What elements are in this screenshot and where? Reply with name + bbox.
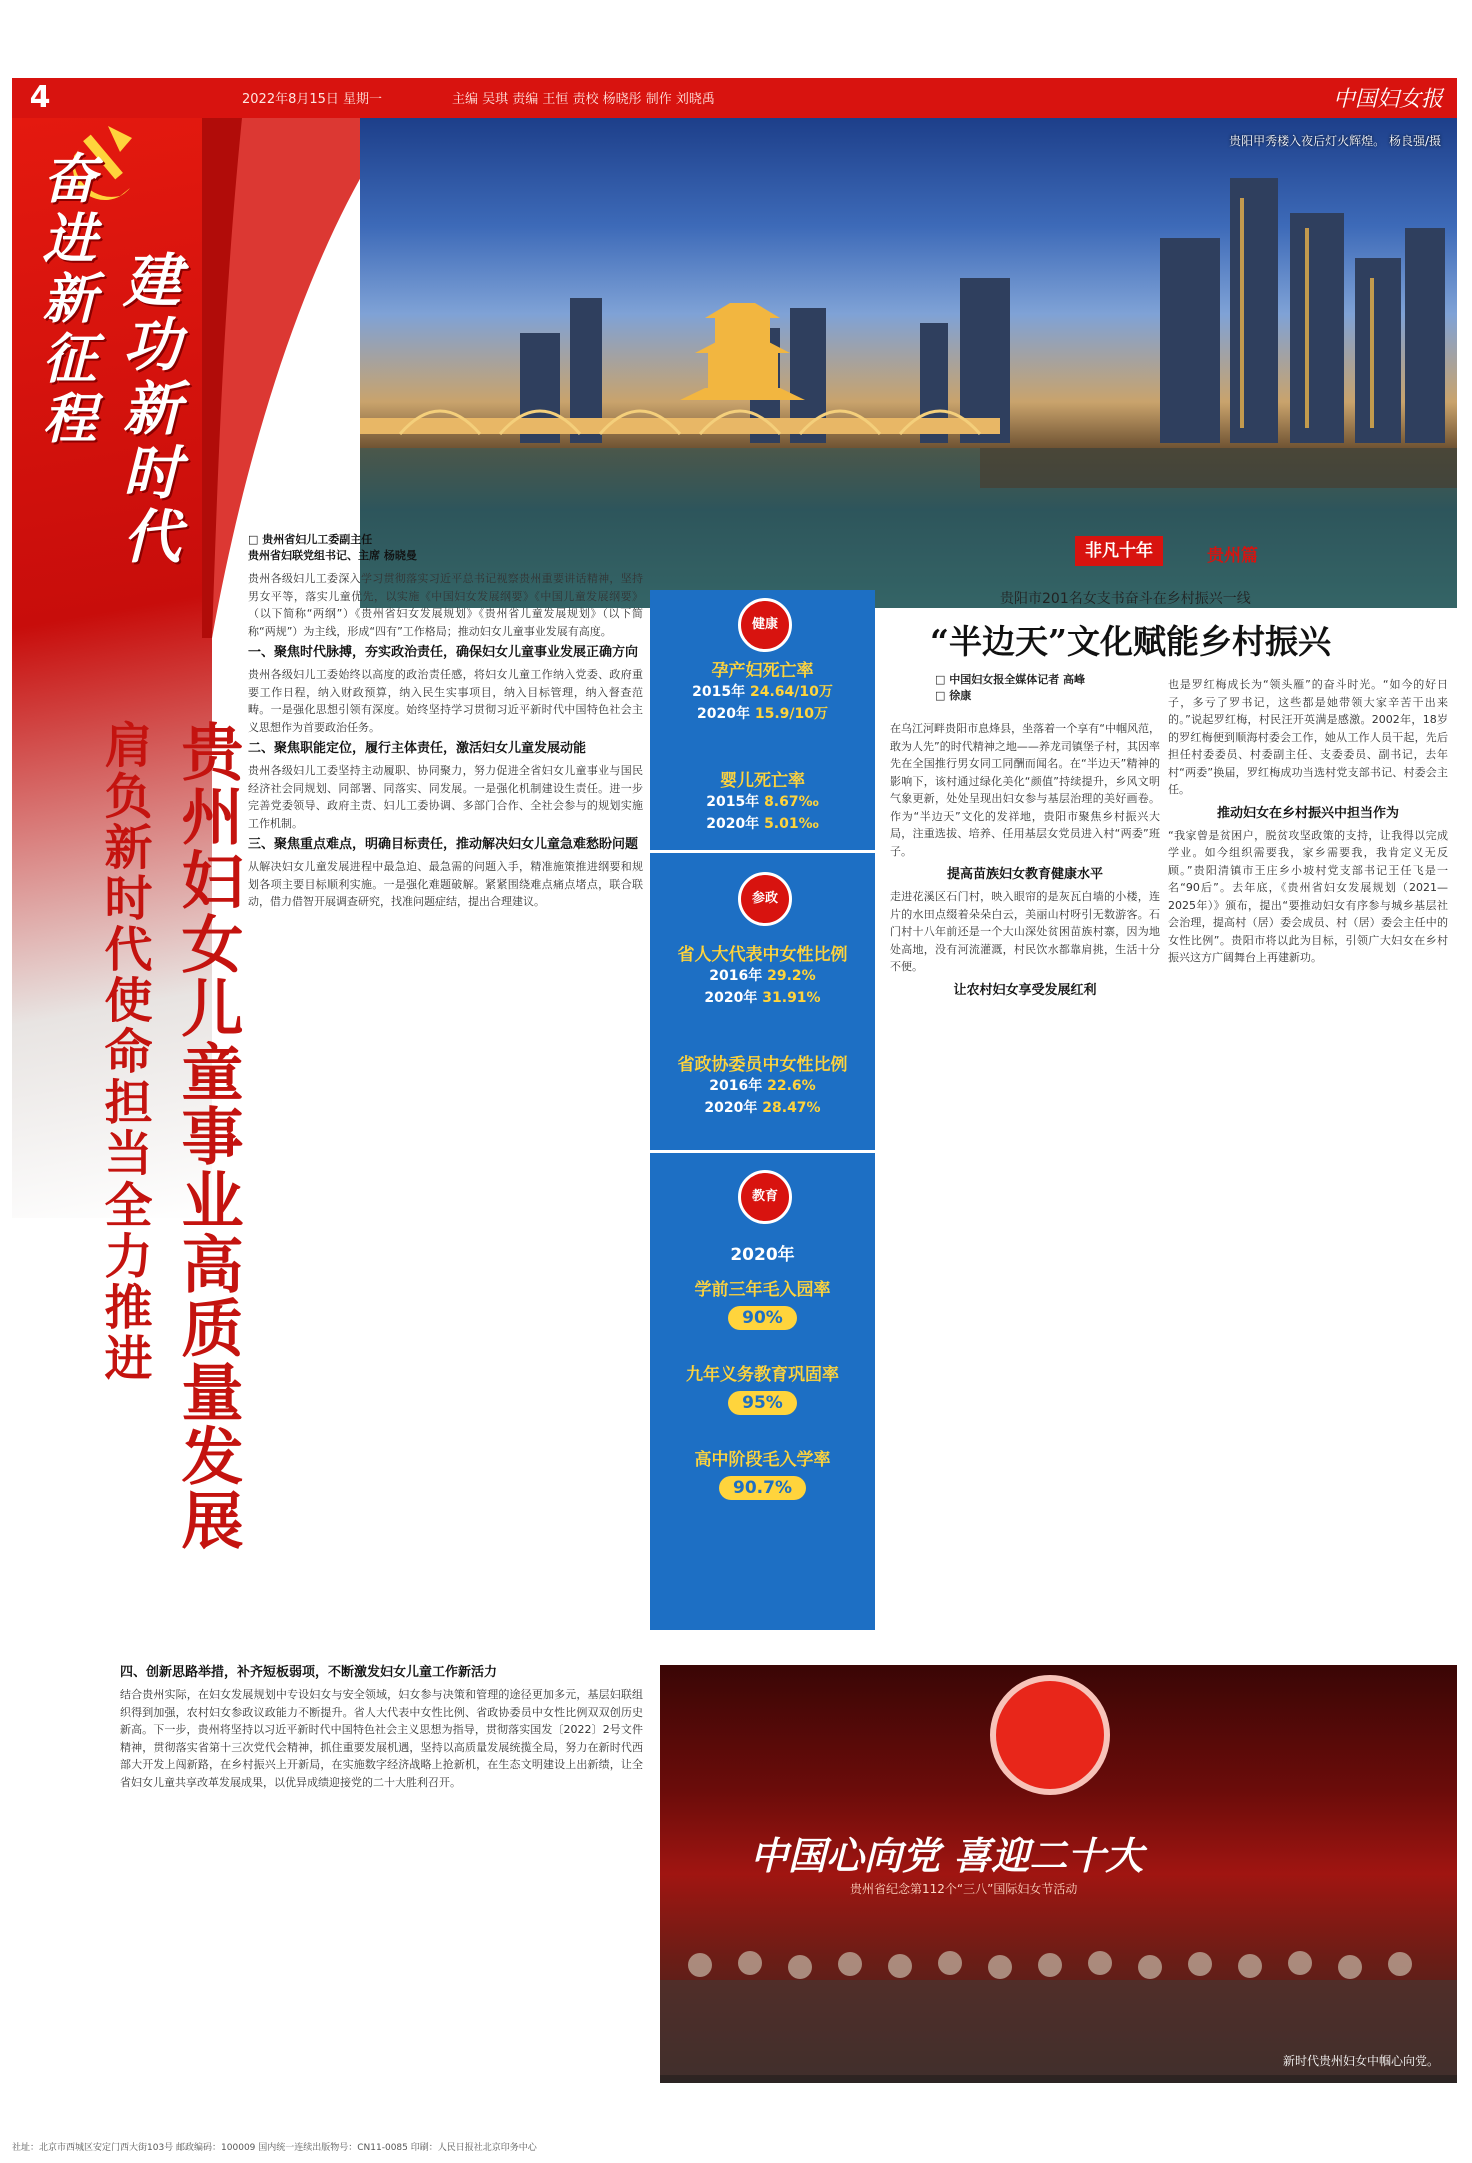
stat-maternal-mortality: [650, 656, 875, 725]
photo-caption: 新时代贵州妇女中帼心向党。: [1282, 2054, 1439, 2068]
editor-credits: 主编 吴琪 责编 王恒 责校 杨晓彤 制作 刘晓禹: [452, 92, 715, 107]
stat-year: 2015年: [692, 684, 746, 700]
main-title: 贵州妇女儿童事业高质量发展: [171, 720, 244, 1552]
stat-year: 2020年: [704, 1100, 758, 1116]
womens-federation-logo-icon: [990, 1675, 1110, 1795]
section-heading-3: 三、聚焦重点难点，明确目标责任，推动解决妇女儿童急难愁盼问题: [248, 837, 639, 852]
event-banner-subtitle: 贵州省纪念第112个“三八”国际妇女节活动: [850, 1882, 1078, 1896]
stat-cppcc-women: [650, 1050, 875, 1119]
page-header: [12, 78, 1457, 118]
article-paragraph: 在乌江河畔贵阳市息烽县，坐落着一个享有“中帼风范，敢为人先”的时代精神之地——养龙司镇堡子村，其因率先在全国推行男女同工同酬而闻名。在“半边天”精神的影响下，该村通过绿化美化“颜值”持续提升，乡风文明气象更新，处处呈现出妇女参与基层治理的美好画卷。作为“半边天”文化的发祥地，贵阳市聚焦乡村振兴大局，注重选拔、培养、任用基层女党员进入村“两委”班子。: [890, 722, 1160, 858]
stat-year: 2020年: [704, 990, 758, 1006]
stat-value: 15.9/10万: [754, 706, 828, 722]
section-text-3: 从解决妇女儿童发展进程中最急迫、最急需的问题入手，精准施策推进纲要和规划各项主要目标顺利实施。一是强化难题破解。紧紧围绕难点痛点堵点，联合联动，借力借智开展调查研究，找准问题症结，提出合理建议。: [248, 860, 643, 908]
stat-value: 24.64/10万: [749, 684, 833, 700]
health-badge: 健康: [738, 598, 792, 652]
stat-year: 2020年: [697, 706, 750, 722]
stat-value-pill: 90.7%: [719, 1476, 806, 1500]
stat-value-pill: 90%: [728, 1306, 797, 1330]
stat-infant-mortality: [650, 766, 875, 835]
stat-label: 九年义务教育巩固率: [686, 1365, 839, 1385]
section-heading-4: 四、创新思路举措，补齐短板弱项，不断激发妇女儿童工作新活力: [120, 1665, 498, 1680]
event-banner-text: 中国心向党 喜迎二十大: [750, 1833, 1144, 1878]
author-byline: □ 贵州省妇儿工委副主任 贵州省妇联党组书记、主席 杨晓曼: [248, 533, 417, 562]
subhead-miao-education: 提高苗族妇女教育健康水平: [946, 867, 1103, 882]
stat-value: 31.91%: [762, 990, 821, 1006]
right-article-col-1: [890, 720, 1160, 1004]
subhead-rural-women: 让农村妇女享受发展红利: [953, 982, 1097, 998]
stat-year: 2016年: [709, 968, 763, 984]
article-paragraph: “我家曾是贫困户，脱贫攻坚政策的支持，让我得以完成学业。如今组织需要我，家乡需要我，我肯定义无反顾。”贵阳清镇市王庄乡小坡村党支部书记王任飞是一名“90后”。去年底，《贵州省妇女发展规划（2021—2025年）》颁布，提出“要推动妇女有序参与城乡基层社会治理，提高村（居）委会成员、村（居）委会主任中的女性比例”。贵阳市将以此为目标，引领广大妇女在乡村振兴这方广阔舞台上再建新功。: [1168, 828, 1448, 964]
event-photo: [660, 1665, 1457, 2083]
article-paragraph: 也是罗红梅成长为“领头雁”的奋斗时光。“如今的好日子，多亏了罗书记，这些都是她带领大家辛苦干出来的。”说起罗红梅，村民汪开英满是感激。2002年，18岁的罗红梅便到顺海村委会工作，她从工作人员干起，先后担任村委委员、村委副主任、支委委员、副书记，去年村“两委”换届，罗红梅成功当选村党支部书记、村委会主任。: [1168, 678, 1448, 796]
divider: [650, 850, 875, 853]
issue-date: 2022年8月15日 星期一: [242, 92, 383, 107]
subtitle-mission: 肩负新时代使命担当: [96, 720, 152, 1179]
education-badge: 教育: [738, 1170, 792, 1224]
reporter-byline: □ 中国妇女报全媒体记者 高峰 □ 徐康: [935, 673, 1086, 702]
stat-value: 22.6%: [767, 1078, 816, 1094]
city-skyline-illustration: [360, 118, 1457, 608]
stat-year: 2020年: [706, 816, 760, 832]
stat-value-pill: 95%: [728, 1391, 797, 1415]
subhead-women-revitalization: 推动妇女在乡村振兴中担当作为: [1216, 805, 1399, 821]
intro-paragraph: 贵州各级妇儿工委深入学习贯彻落实习近平总书记视察贵州重要讲话精神，坚持男女平等，落实儿童优先，以实施《中国妇女发展纲要》《中国儿童发展纲要》（以下简称“两纲”）《贵州省妇女发展规划》《贵州省儿童发展规划》（以下简称“两规”）为主线，形成“四有”工作格局；推动妇女儿童事业发展有高度。: [248, 572, 643, 638]
stat-year: 2015年: [706, 794, 760, 810]
slogan-right: 建功新时代: [113, 250, 181, 570]
masthead: 中国妇女报: [1332, 87, 1443, 112]
page-number: 4: [29, 80, 51, 115]
section-heading-2: 二、聚焦职能定位，履行主体责任，激活妇女儿童发展动能: [248, 741, 587, 756]
section-text-4: 结合贵州实际，在妇女发展规划中专设妇女与安全领域，妇女参与决策和管理的途径更加多元，基层妇联组织得到加强，农村妇女参政议政能力不断提升。省人大代表中女性比例、省政协委员中女性比例双双创历史新高。下一步，贵州将坚持以习近平新时代中国特色社会主义思想为指导，贯彻落实国发〔2022〕2号文件精神，贯彻落实省第十三次党代会精神，抓住重要发展机遇，坚持以高质量发展统揽全局，努力在新时代西部大开发上闯新路，在乡村振兴上开新局，在实施数字经济战略上抢新机，在生态文明建设上出新绩，让全省妇女儿童共享改革发展成果，以优异成绩迎接党的二十大胜利召开。: [120, 1688, 643, 1789]
hero-photo-guiyang: [360, 118, 1457, 608]
stat-label: 高中阶段毛入学率: [694, 1450, 831, 1470]
photo-credit: 贵阳甲秀楼入夜后灯火辉煌。 杨良强/摄: [1229, 134, 1441, 148]
subtitle-promote: 全力推进: [96, 1180, 152, 1384]
series-region: 贵州篇: [1207, 546, 1258, 566]
stat-year-heading: 2020年: [730, 1245, 795, 1265]
stat-label: 省人大代表中女性比例: [677, 945, 848, 965]
right-article-col-2: [1168, 676, 1448, 967]
series-tag: 非凡十年: [1075, 536, 1163, 566]
stat-label: 学前三年毛入园率: [694, 1280, 831, 1300]
slogan-left: 奋进新征程: [34, 150, 98, 450]
politics-badge: 参政: [738, 872, 792, 926]
article-paragraph: 走进花溪区石门村，映入眼帘的是灰瓦白墙的小楼，连片的水田点缀着朵朵白云，美丽山村呀引无数游客。石门村十八年前还是一个大山深处贫困苗族村寨，因为地处高地，没有河流灌溉，村民饮水都靠肩挑，生活十分不便。: [890, 890, 1160, 973]
section-text-1: 贵州各级妇儿工委始终以高度的政治责任感，将妇女儿童工作纳入党委、政府重要工作日程，纳入财政预算，纳入民生实事项目，纳入目标管理，纳入督查范畴。一是强化思想引领有深度。始终坚持学习贯彻习近平新时代中国特色社会主义思想作为首要政治任务。: [248, 668, 643, 734]
stat-npc-women: [650, 940, 875, 1009]
stat-value: 29.2%: [767, 968, 816, 984]
section-text-2: 贵州各级妇儿工委坚持主动履职、协同聚力，努力促进全省妇女儿童事业与国民经济社会同规划、同部署、同落实、同发展。一是强化机制建设生责任。进一步完善党委领导、政府主责、妇儿工委协调、多部门合作、全社会参与的规划实施工作机制。: [248, 764, 643, 830]
stat-label: 孕产妇死亡率: [711, 661, 814, 681]
stat-label: 省政协委员中女性比例: [677, 1055, 848, 1075]
statistics-infographic: [650, 590, 875, 1630]
stat-value: 28.47%: [762, 1100, 821, 1116]
section-heading-1: 一、聚焦时代脉搏，夯实政治责任，确保妇女儿童事业发展正确方向: [248, 645, 639, 660]
stat-education: [650, 1240, 875, 1500]
stat-value: 8.67‰: [764, 794, 819, 810]
left-article-bottom: [120, 1660, 643, 1791]
page-footer: 社址：北京市西城区安定门西大街103号 邮政编码：100009 国内统一连续出版物号：CN11-0085 印刷：人民日报社北京印务中心: [12, 2143, 537, 2153]
left-article-body: [248, 570, 643, 911]
stat-label: 婴儿死亡率: [720, 771, 805, 791]
stat-year: 2016年: [709, 1078, 763, 1094]
divider: [650, 1150, 875, 1153]
article-headline: “半边天”文化赋能乡村振兴: [930, 622, 1331, 661]
article-kicker: 贵阳市201名女支书奋斗在乡村振兴一线: [1000, 591, 1251, 607]
stat-value: 5.01‰: [764, 816, 819, 832]
